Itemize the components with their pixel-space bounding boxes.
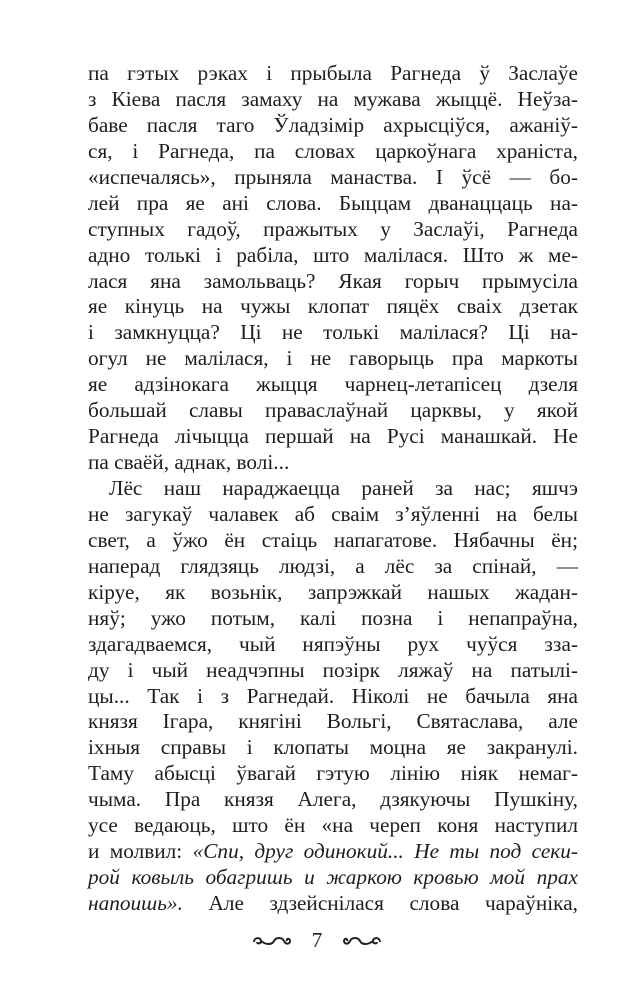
- scroll-ornament-left-icon: [252, 934, 292, 948]
- text-segment: цы... Так і з Рагнедай. Ніколі не бачыла яна: [88, 683, 578, 708]
- text-segment: лей пра яе ані слова. Быццам дванаццаць на-: [88, 190, 578, 215]
- text-line: [88, 269, 578, 295]
- text-segment: огул не малілася, і не гаворыць пра маркоты: [88, 346, 578, 371]
- text-segment: Лёс наш нараджаецца раней за нас; яшчэ: [109, 476, 578, 500]
- text-segment: наперад глядзяць людзі, а лёс за спінай, —: [88, 553, 578, 578]
- text-segment: іхныя справы і клопаты моцна яе закранулі.: [88, 735, 578, 760]
- text-segment: свет, а ўжо ён стаіць напагатове. Нябачны ён;: [88, 527, 578, 552]
- italic-quote-text: рой ковыль обагришь и жаркою кровью мой прах: [88, 865, 578, 890]
- text-line: [88, 217, 578, 243]
- text-line: [88, 761, 578, 787]
- text-line: [88, 87, 578, 113]
- text-line: [88, 346, 578, 372]
- text-segment: «испечалясь», прыняла манаства. І ўсё — бо-: [88, 164, 578, 189]
- text-line: [88, 684, 578, 710]
- page-body-text: [88, 61, 578, 917]
- text-segment: здагадваемся, чый няпэўны рух чуўся зза-: [88, 631, 578, 656]
- text-line: [88, 450, 578, 476]
- text-line: [88, 865, 578, 891]
- text-line: [88, 372, 578, 398]
- text-segment: Таму абысці ўвагай гэтую лінію ніяк немаг-: [88, 761, 578, 786]
- text-line: [88, 528, 578, 554]
- text-segment: кіруе, як возьнік, запрэжкай нашых жадан-: [88, 579, 578, 604]
- text-segment: не загукаў чалавек аб сваім з’яўленні на белы: [88, 501, 578, 526]
- text-line: [88, 554, 578, 580]
- text-line: [88, 632, 578, 658]
- scroll-ornament-right-icon: [342, 934, 382, 948]
- text-segment: па гэтых рэках і прыбыла Рагнеда ў Заслаўе: [88, 61, 578, 85]
- text-segment: ду і чый неадчэпны позірк ляжаў на патылі-: [88, 657, 578, 682]
- text-line: [88, 606, 578, 632]
- text-line: [88, 839, 578, 865]
- text-line: [88, 424, 578, 450]
- text-segment: з Кіева пасля замаху на мужава жыццё. Неўза-: [88, 86, 578, 111]
- text-line: [88, 398, 578, 424]
- page-number: 7: [311, 928, 323, 952]
- text-segment: адно толькі і рабіла, што малілася. Што ж ме-: [88, 242, 578, 267]
- text-segment: чыма. Пра князя Алега, дзякуючы Пушкіну,: [88, 787, 578, 812]
- text-segment: ступных гадоў, пражытых у Заслаўі, Рагнеда: [88, 216, 578, 241]
- text-line: [88, 113, 578, 139]
- text-segment: Але здзейснілася слова чараўніка,: [182, 891, 578, 915]
- text-segment: баве пасля таго Ўладзімір ахрысціўся, ажаніў-: [88, 112, 578, 137]
- text-segment: лася яна замольваць? Якая горыч прымусіла: [88, 268, 578, 293]
- italic-quote-text: «Спи, друг одинокий... Не ты под секи-: [192, 839, 578, 864]
- page-footer: [0, 928, 634, 953]
- text-segment: яе кінуць на чужы клопат пяцёх сваіх дзетак: [88, 294, 578, 319]
- text-segment: яе адзінокага жыцця чарнец-летапісец дзеля: [88, 372, 578, 397]
- text-line: [88, 139, 578, 165]
- text-line: [88, 580, 578, 606]
- italic-quote-text: напоишь».: [88, 891, 183, 915]
- text-line: [88, 61, 578, 87]
- text-line: [88, 165, 578, 191]
- text-line: [88, 191, 578, 217]
- text-line: [88, 502, 578, 528]
- text-segment: па сваёй, аднак, волі...: [88, 450, 290, 475]
- text-line: [88, 735, 578, 761]
- text-segment: ся, і Рагнеда, па словах царкоўнага храніста,: [88, 138, 578, 163]
- text-line: [88, 709, 578, 735]
- text-segment: Рагнеда лічыцца першай на Русі манашкай. Не: [88, 424, 578, 449]
- text-line: [88, 787, 578, 813]
- text-segment: усе ведаюць, што ён «на череп коня наступил: [88, 813, 578, 838]
- text-segment: большай славы праваслаўнай царквы, у якой: [88, 398, 578, 423]
- text-segment: няў; ужо потым, калі позна і непапраўна,: [88, 605, 578, 630]
- text-segment: князя Ігара, княгіні Вольгі, Святаслава, але: [88, 709, 578, 734]
- text-line: [88, 320, 578, 346]
- text-line: [88, 294, 578, 320]
- text-segment: и молвил:: [88, 839, 193, 864]
- text-segment: і замкнуцца? Ці не толькі малілася? Ці на-: [88, 320, 578, 345]
- text-line: [88, 813, 578, 839]
- text-line: [88, 476, 578, 502]
- text-line: [88, 243, 578, 269]
- text-line: [88, 891, 578, 917]
- text-line: [88, 658, 578, 684]
